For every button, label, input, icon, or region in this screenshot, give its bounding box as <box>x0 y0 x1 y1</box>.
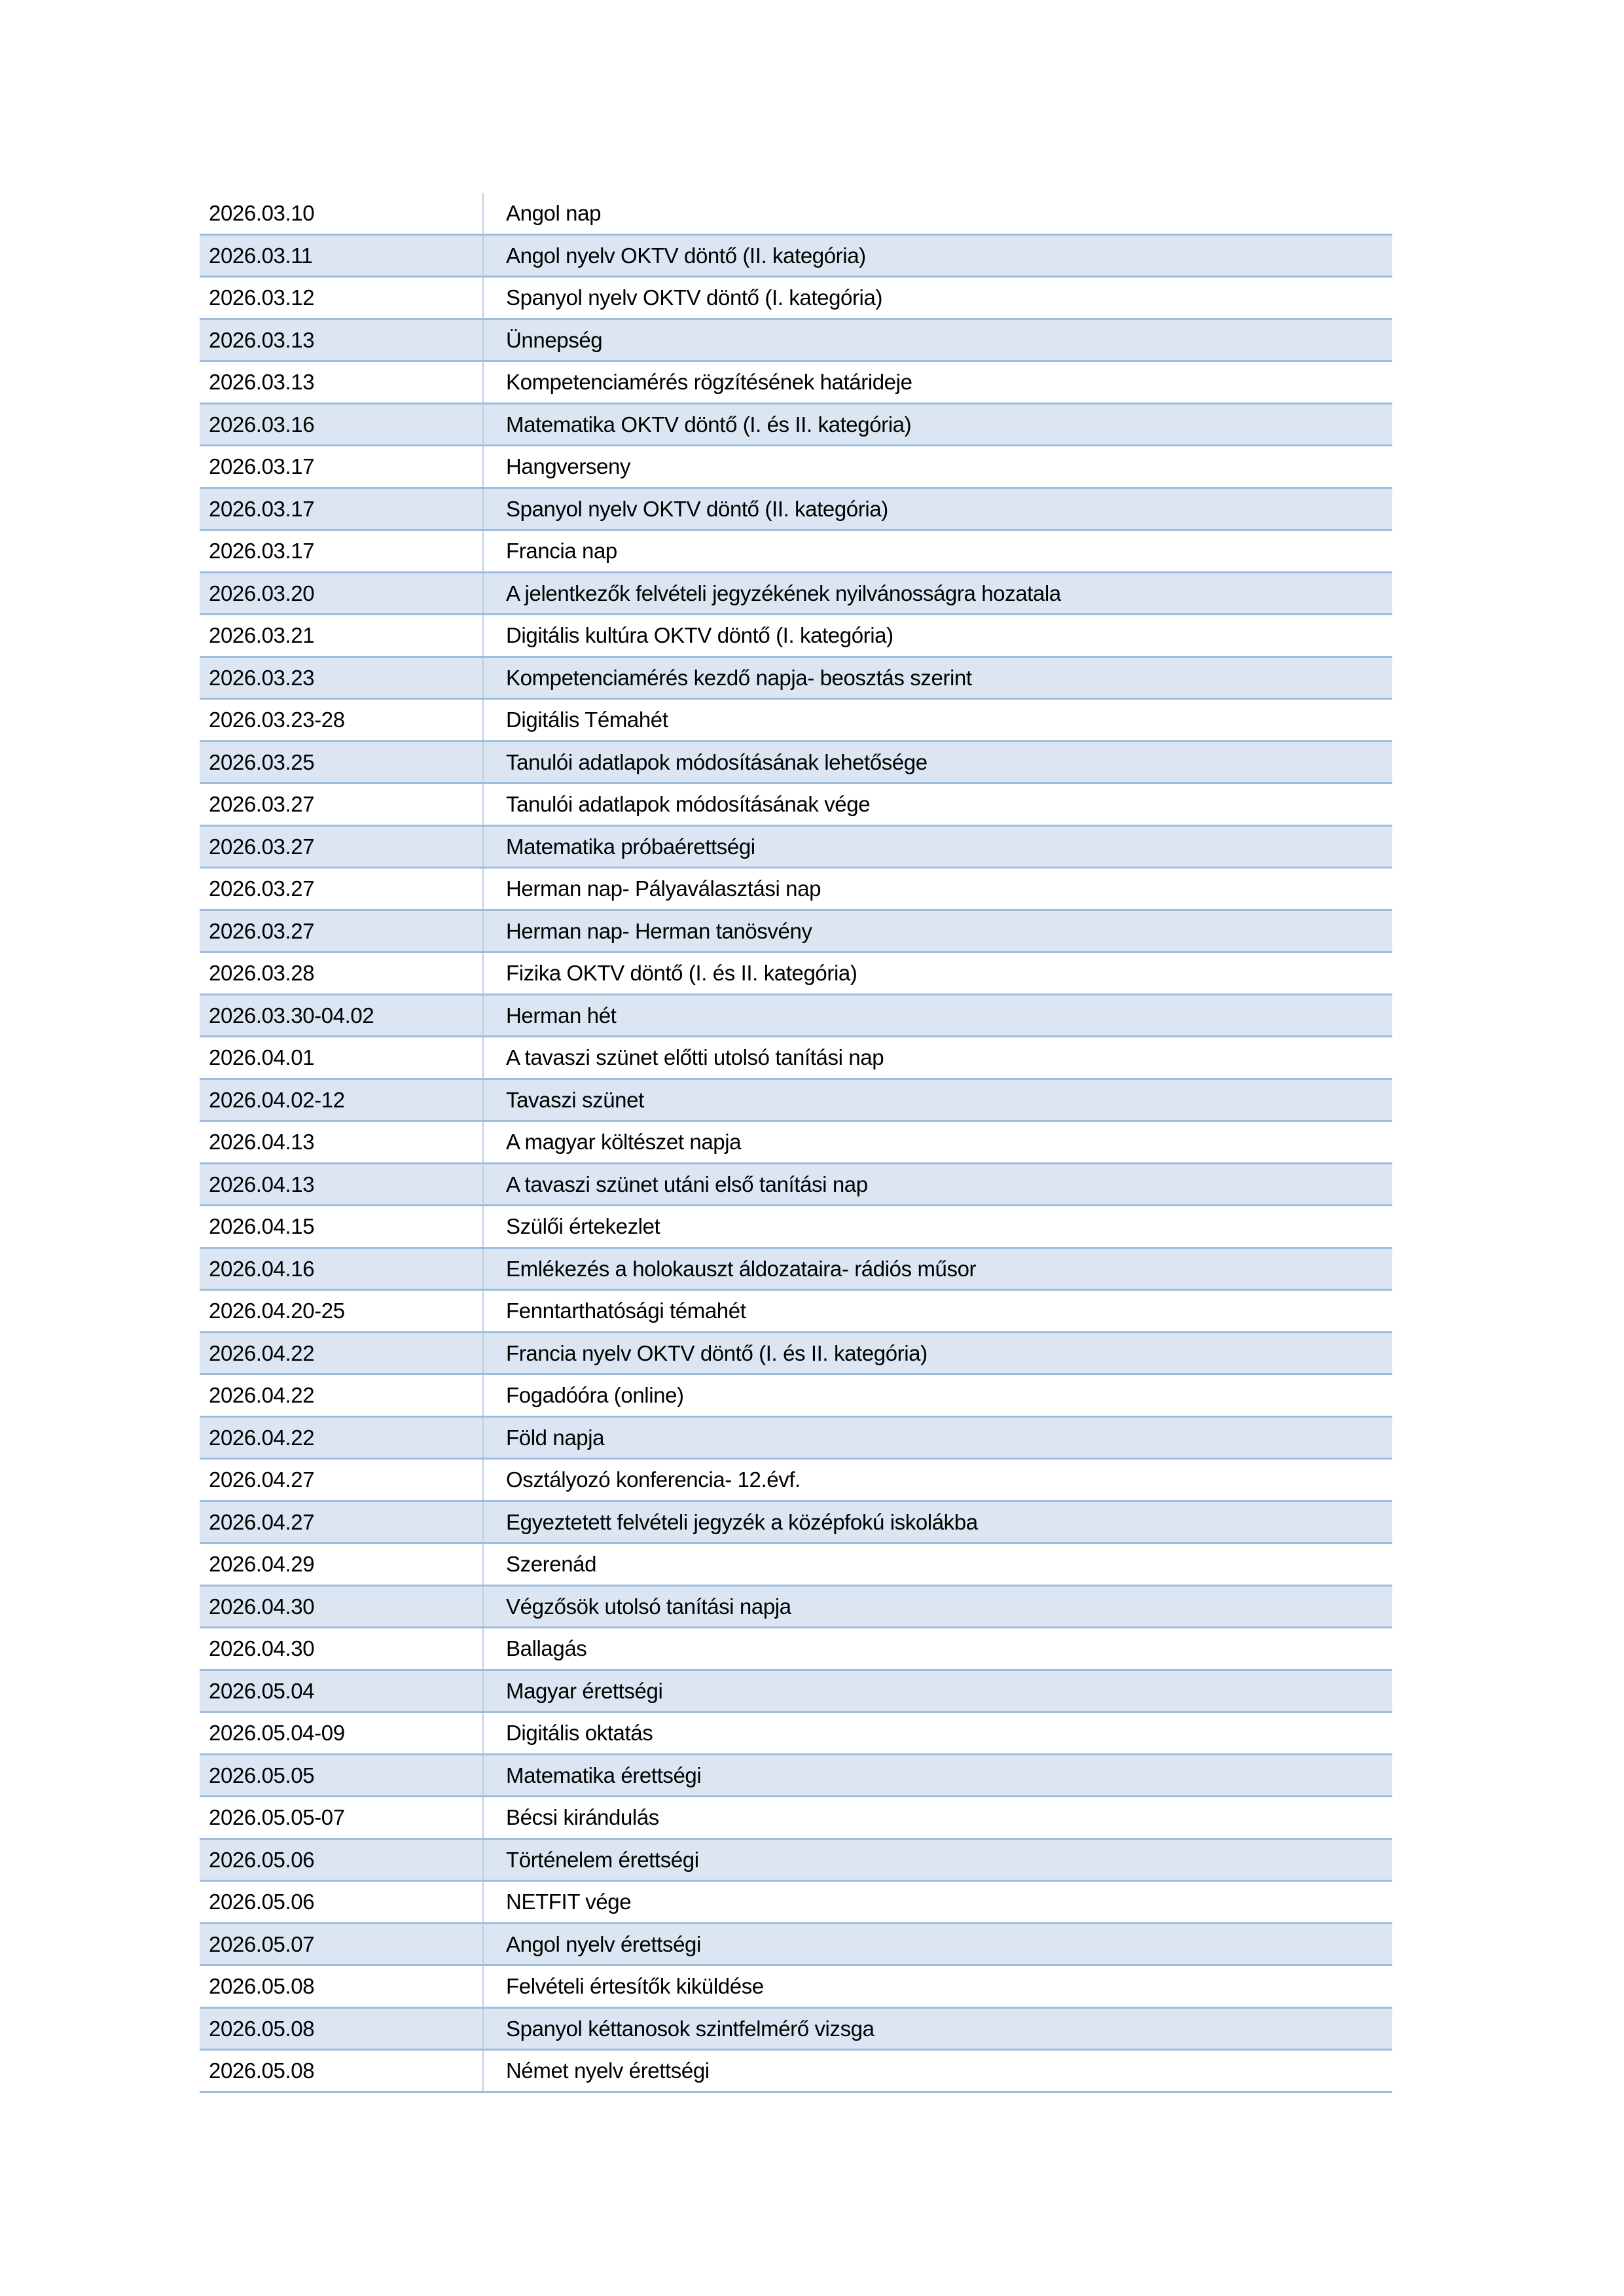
table-row <box>200 193 1392 236</box>
date-cell: 2026.03.13 <box>209 327 315 352</box>
table-row <box>200 404 1392 447</box>
table-row <box>200 1418 1392 1460</box>
date-cell: 2026.03.23-28 <box>209 708 345 732</box>
table-row <box>200 362 1392 404</box>
table-row <box>200 1924 1392 1967</box>
date-cell: 2026.03.28 <box>209 961 315 986</box>
table-row <box>200 531 1392 573</box>
date-cell: 2026.03.25 <box>209 749 315 774</box>
event-cell: Osztályozó konferencia- 12.évf. <box>482 1460 1392 1500</box>
table-row <box>200 869 1392 911</box>
date-cell: 2026.03.27 <box>209 834 315 859</box>
event-cell: Felvételi értesítők kiküldése <box>482 1966 1392 2007</box>
event-cell: Magyar érettségi <box>482 1671 1392 1712</box>
table-row <box>200 1713 1392 1755</box>
event-cell: Herman nap- Pályaválasztási nap <box>482 869 1392 909</box>
date-cell: 2026.04.22 <box>209 1383 315 1408</box>
table-row <box>200 1080 1392 1122</box>
table-row <box>200 1249 1392 1291</box>
date-cell: 2026.04.29 <box>209 1552 315 1577</box>
table-row <box>200 742 1392 785</box>
date-cell: 2026.04.20-25 <box>209 1299 345 1323</box>
date-cell: 2026.04.27 <box>209 1509 315 1534</box>
event-cell: Föld napja <box>482 1418 1392 1458</box>
date-cell: 2026.04.01 <box>209 1045 315 1070</box>
date-cell: 2026.05.04-09 <box>209 1721 345 1746</box>
event-cell: Kompetenciamérés kezdő napja- beosztás szerint <box>482 658 1392 698</box>
table-row <box>200 1375 1392 1418</box>
date-cell: 2026.03.11 <box>209 243 313 268</box>
event-cell: Fenntarthatósági témahét <box>482 1291 1392 1331</box>
event-cell: Matematika érettségi <box>482 1755 1392 1796</box>
date-cell: 2026.05.06 <box>209 1847 315 1872</box>
event-cell: Fogadóóra (online) <box>482 1375 1392 1416</box>
date-cell: 2026.04.13 <box>209 1130 315 1155</box>
date-cell: 2026.03.10 <box>209 201 315 226</box>
event-cell: Ballagás <box>482 1628 1392 1669</box>
date-cell: 2026.05.07 <box>209 1931 315 1956</box>
date-cell: 2026.04.30 <box>209 1636 315 1661</box>
date-cell: 2026.04.22 <box>209 1425 315 1450</box>
date-cell: 2026.05.08 <box>209 2058 315 2083</box>
table-row <box>200 658 1392 700</box>
table-row <box>200 784 1392 827</box>
table-row <box>200 2051 1392 2093</box>
date-cell: 2026.03.27 <box>209 918 315 943</box>
event-cell: Francia nap <box>482 531 1392 571</box>
event-cell: Emlékezés a holokauszt áldozataira- rádiós műsor <box>482 1249 1392 1289</box>
table-row <box>200 1164 1392 1207</box>
table-row <box>200 1671 1392 1713</box>
table-row <box>200 1628 1392 1671</box>
table-row <box>200 1882 1392 1924</box>
event-cell: Kompetenciamérés rögzítésének határideje <box>482 362 1392 403</box>
date-cell: 2026.03.17 <box>209 496 315 521</box>
event-cell: Spanyol kéttanosok szintfelmérő vizsga <box>482 2009 1392 2049</box>
date-cell: 2026.05.04 <box>209 1678 315 1703</box>
table-row <box>200 236 1392 278</box>
event-cell: Történelem érettségi <box>482 1840 1392 1880</box>
date-cell: 2026.05.06 <box>209 1890 315 1914</box>
event-cell: Tanulói adatlapok módosításának vége <box>482 784 1392 825</box>
date-cell: 2026.04.22 <box>209 1340 315 1365</box>
table-row <box>200 1122 1392 1164</box>
event-cell: Matematika OKTV döntő (I. és II. kategória) <box>482 404 1392 445</box>
date-cell: 2026.04.13 <box>209 1172 315 1196</box>
date-cell: 2026.03.12 <box>209 285 315 310</box>
calendar-table <box>200 193 1392 2093</box>
event-cell: A magyar költészet napja <box>482 1122 1392 1162</box>
date-cell: 2026.04.02-12 <box>209 1087 345 1112</box>
table-row <box>200 1037 1392 1080</box>
event-cell: Végzősök utolsó tanítási napja <box>482 1587 1392 1627</box>
date-cell: 2026.03.20 <box>209 581 315 605</box>
table-row <box>200 953 1392 996</box>
event-cell: Német nyelv érettségi <box>482 2051 1392 2091</box>
date-cell: 2026.05.05 <box>209 1763 315 1787</box>
table-row <box>200 1797 1392 1840</box>
table-row <box>200 278 1392 320</box>
table-row <box>200 573 1392 616</box>
table-row <box>200 2009 1392 2051</box>
table-row <box>200 1333 1392 1376</box>
event-cell: Spanyol nyelv OKTV döntő (II. kategória) <box>482 489 1392 529</box>
table-row <box>200 1587 1392 1629</box>
date-cell: 2026.03.17 <box>209 454 315 479</box>
date-cell: 2026.03.21 <box>209 623 315 648</box>
event-cell: Ünnepség <box>482 320 1392 361</box>
date-cell: 2026.03.30-04.02 <box>209 1003 374 1028</box>
event-cell: Herman hét <box>482 996 1392 1036</box>
table-row <box>200 1502 1392 1545</box>
table-row <box>200 1460 1392 1502</box>
event-cell: Szülői értekezlet <box>482 1206 1392 1247</box>
event-cell: Bécsi kirándulás <box>482 1797 1392 1838</box>
event-cell: Angol nyelv OKTV döntő (II. kategória) <box>482 236 1392 276</box>
table-row <box>200 996 1392 1038</box>
date-cell: 2026.05.08 <box>209 1974 315 1999</box>
event-cell: Szerenád <box>482 1544 1392 1585</box>
date-cell: 2026.03.27 <box>209 876 315 901</box>
table-row <box>200 700 1392 742</box>
table-row <box>200 446 1392 489</box>
table-row <box>200 1291 1392 1333</box>
event-cell: Matematika próbaérettségi <box>482 827 1392 867</box>
event-cell: Egyeztetett felvételi jegyzék a középfokú iskolákba <box>482 1502 1392 1543</box>
event-cell: Spanyol nyelv OKTV döntő (I. kategória) <box>482 278 1392 318</box>
event-cell: Digitális oktatás <box>482 1713 1392 1753</box>
date-cell: 2026.03.23 <box>209 665 315 690</box>
event-cell: Tavaszi szünet <box>482 1080 1392 1121</box>
event-cell: A jelentkezők felvételi jegyzékének nyilvánosságra hozatala <box>482 573 1392 614</box>
event-cell: A tavaszi szünet utáni első tanítási nap <box>482 1164 1392 1205</box>
event-cell: Tanulói adatlapok módosításának lehetősége <box>482 742 1392 783</box>
event-cell: Francia nyelv OKTV döntő (I. és II. kategória) <box>482 1333 1392 1374</box>
date-cell: 2026.04.15 <box>209 1214 315 1239</box>
date-cell: 2026.05.05-07 <box>209 1805 345 1830</box>
table-row <box>200 615 1392 658</box>
table-row <box>200 1544 1392 1587</box>
table-row <box>200 320 1392 363</box>
table-row <box>200 911 1392 954</box>
date-cell: 2026.04.27 <box>209 1467 315 1492</box>
date-cell: 2026.04.16 <box>209 1256 315 1281</box>
date-cell: 2026.03.17 <box>209 539 315 564</box>
event-cell: Angol nap <box>482 193 1392 234</box>
event-cell: Digitális Témahét <box>482 700 1392 740</box>
event-cell: Digitális kultúra OKTV döntő (I. kategória) <box>482 615 1392 656</box>
table-row <box>200 827 1392 869</box>
date-cell: 2026.03.13 <box>209 370 315 395</box>
table-row <box>200 1755 1392 1798</box>
event-cell: Fizika OKTV döntő (I. és II. kategória) <box>482 953 1392 994</box>
table-row <box>200 1966 1392 2009</box>
date-cell: 2026.05.08 <box>209 2016 315 2041</box>
event-cell: A tavaszi szünet előtti utolsó tanítási nap <box>482 1037 1392 1078</box>
date-cell: 2026.04.30 <box>209 1594 315 1619</box>
event-cell: NETFIT vége <box>482 1882 1392 1922</box>
table-row <box>200 1840 1392 1882</box>
event-cell: Herman nap- Herman tanösvény <box>482 911 1392 952</box>
date-cell: 2026.03.27 <box>209 792 315 817</box>
date-cell: 2026.03.16 <box>209 412 315 437</box>
event-cell: Angol nyelv érettségi <box>482 1924 1392 1965</box>
table-row <box>200 1206 1392 1249</box>
event-cell: Hangverseny <box>482 446 1392 487</box>
table-row <box>200 489 1392 531</box>
